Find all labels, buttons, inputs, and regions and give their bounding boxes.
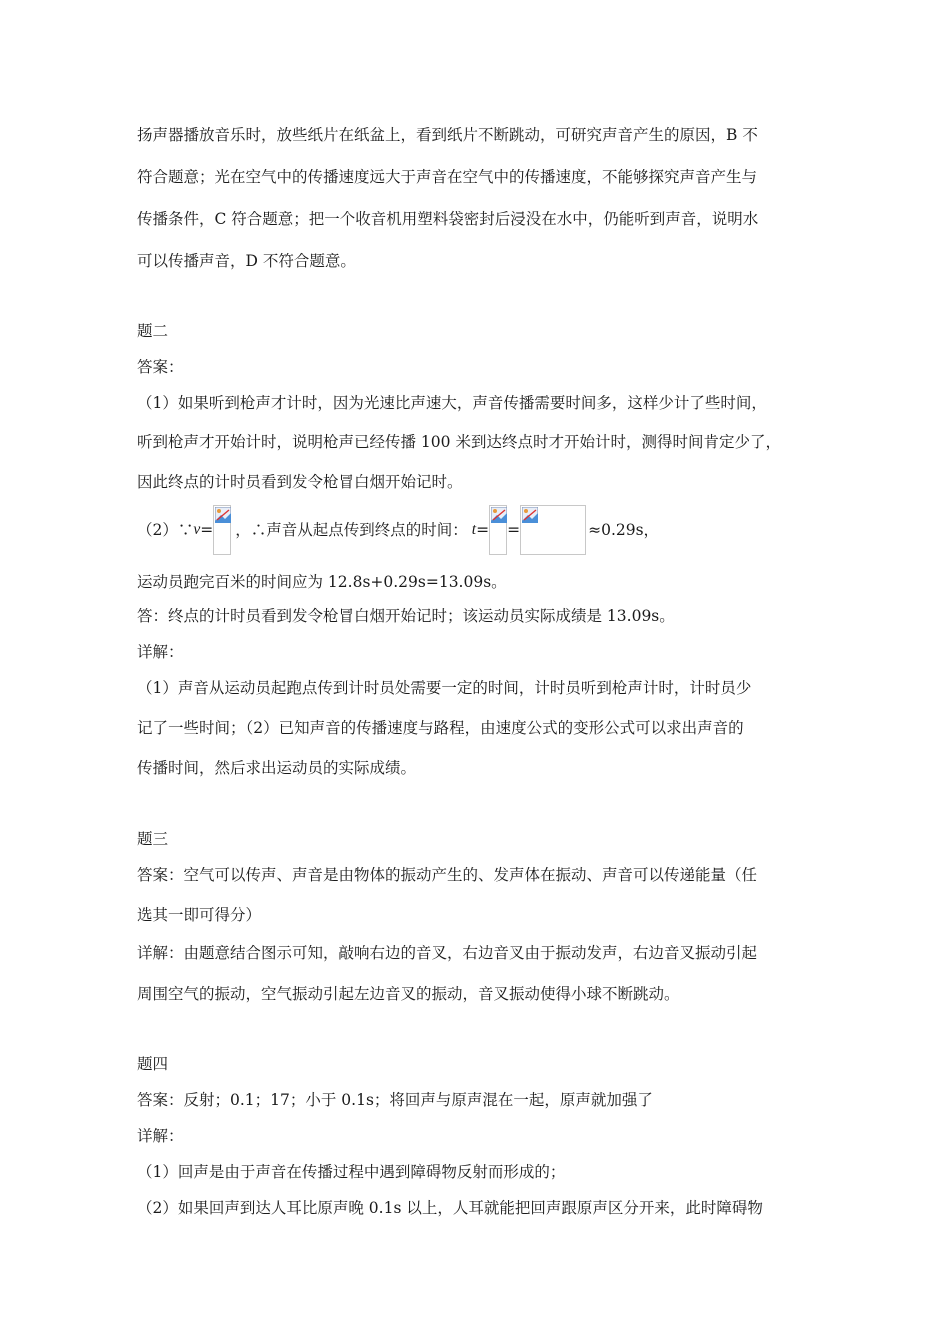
formula-prefix: （2）∵ (137, 521, 194, 539)
equals-sign: = (507, 521, 521, 539)
paragraph-line: （2）如果回声到达人耳比原声晚 0.1s 以上，人耳就能把回声跟原声区分开来，此时障碍物 (137, 1199, 763, 1217)
formula-image-placeholder (213, 505, 231, 555)
formula-image-placeholder (520, 505, 586, 555)
formula-image-placeholder (489, 505, 507, 555)
broken-image-icon (215, 507, 231, 523)
formula-line (137, 505, 827, 555)
paragraph-line: 听到枪声才开始计时，说明枪声已经传播 100 米到达终点时才开始计时，测得时间肯定少了， (137, 433, 781, 451)
time-variable: t (471, 521, 477, 538)
answer-line: 答案：反射；0.1；17；小于 0.1s；将回声与原声混在一起，原声就加强了 (137, 1091, 653, 1109)
paragraph-line: 详解：由题意结合图示可知，敲响右边的音叉，右边音叉由于振动发声，右边音叉振动引起 (137, 944, 758, 962)
section-title: 题四 (137, 1055, 169, 1073)
detail-label: 详解： (137, 643, 184, 661)
equals-sign: = (200, 521, 214, 539)
answer-summary: 答：终点的计时员看到发令枪冒白烟开始记时；该运动员实际成绩是 13.09s。 (137, 607, 675, 625)
velocity-variable: v (193, 521, 201, 538)
paragraph-line: 符合题意；光在空气中的传播速度远大于声音在空气中的传播速度，不能够探究声音产生与 (137, 168, 758, 186)
section-title: 题三 (137, 830, 169, 848)
formula-mid-text: ，∴声音从起点传到终点的时间： (235, 521, 468, 539)
paragraph-line: （1）回声是由于声音在传播过程中遇到障碍物反射而形成的； (137, 1163, 566, 1181)
section-title: 题二 (137, 322, 169, 340)
paragraph-line: （1）如果听到枪声才计时，因为光速比声速大，声音传播需要时间多，这样少计了些时间， (137, 394, 767, 412)
paragraph-line: 可以传播声音，D 不符合题意。 (137, 252, 356, 270)
paragraph-line: 因此终点的计时员看到发令枪冒白烟开始记时。 (137, 473, 463, 491)
answer-label: 答案： (137, 358, 184, 376)
formula-result: ≈0.29s， (588, 521, 660, 539)
paragraph-line: 选其一即可得分） (137, 906, 262, 924)
equals-sign: = (476, 521, 490, 539)
paragraph-line: 扬声器播放音乐时，放些纸片在纸盆上，看到纸片不断跳动，可研究声音产生的原因，B 不 (137, 126, 758, 144)
broken-image-icon (491, 507, 507, 523)
paragraph-line: 传播条件，C 符合题意；把一个收音机用塑料袋密封后浸没在水中，仍能听到声音，说明水 (137, 210, 759, 228)
broken-image-icon (522, 507, 538, 523)
paragraph-line: 答案：空气可以传声、声音是由物体的振动产生的、发声体在振动、声音可以传递能量（任 (137, 866, 758, 884)
paragraph-line: 传播时间，然后求出运动员的实际成绩。 (137, 759, 417, 777)
paragraph-line: 运动员跑完百米的时间应为 12.8s+0.29s=13.09s。 (137, 573, 507, 591)
paragraph-line: 记了一些时间；（2）已知声音的传播速度与路程，由速度公式的变形公式可以求出声音的 (137, 719, 744, 737)
paragraph-line: （1）声音从运动员起跑点传到计时员处需要一定的时间，计时员听到枪声计时，计时员少 (137, 679, 752, 697)
detail-label: 详解： (137, 1127, 184, 1145)
paragraph-line: 周围空气的振动，空气振动引起左边音叉的振动，音叉振动使得小球不断跳动。 (137, 985, 680, 1003)
